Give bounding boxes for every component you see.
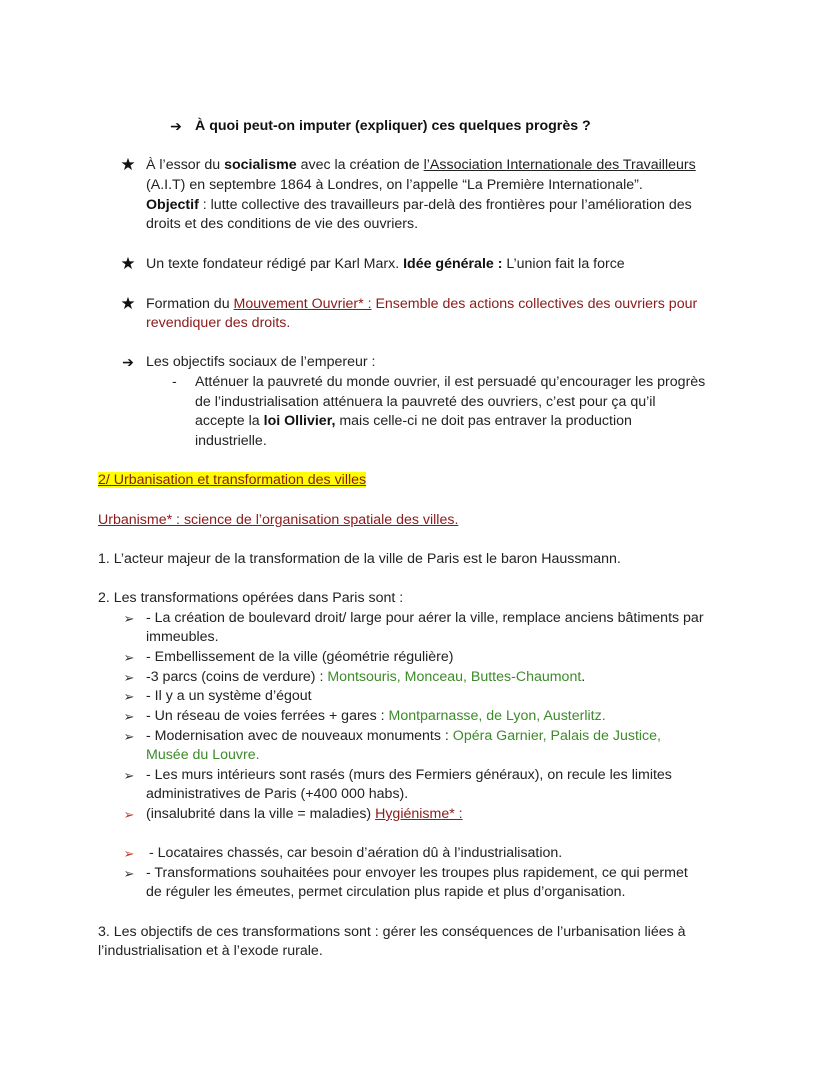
bullet-6-line-1: - Modernisation avec de nouveaux monuments : Opéra Garnier, Palais de Justice, [146, 728, 661, 744]
arrow-icon: ➔ [170, 118, 182, 134]
objectifs-line-3: accepte la loi Ollivier, mais celle-ci ne doit pas entraver la production [195, 413, 632, 429]
bullet-3: -3 parcs (coins de verdure) : Montsouris, Monceau, Buttes-Chaumont. [146, 669, 586, 685]
socialisme-line-4: droits et des conditions de vie des ouvriers. [146, 216, 419, 232]
bullet-8: (insalubrité dans la ville = maladies) Hygiénisme* : [146, 806, 463, 822]
paragraph-3-line-1: 3. Les objectifs de ces transformations sont : gérer les conséquences de l’urbanisation liées à [98, 924, 686, 940]
hygienisme-term[interactable]: Hygiénisme* : [375, 806, 463, 822]
socialisme-line-1: À l’essor du socialisme avec la création de l’Association Internationale des Travailleurs [146, 157, 696, 173]
socialisme-line-3: Objectif : lutte collective des travailleurs par-delà des frontières pour l’amélioration des [146, 197, 692, 213]
paragraph-1: 1. L’acteur majeur de la transformation de la ville de Paris est le baron Haussmann. [98, 551, 621, 567]
arrow-icon: ➔ [122, 354, 134, 370]
bullet-9: - Locataires chassés, car besoin d’aération dû à l’industrialisation. [149, 845, 563, 861]
triangle-bullet-icon: ➢ [123, 670, 135, 685]
triangle-bullet-icon: ➢ [123, 709, 135, 724]
mouvement-line-1: Formation du Mouvement Ouvrier* : Ensemble des actions collectives des ouvriers pour [146, 296, 698, 312]
triangle-bullet-icon: ➢ [123, 807, 135, 822]
urbanisme-definition: Urbanisme* : science de l’organisation spatiale des villes. [98, 512, 459, 528]
triangle-bullet-icon: ➢ [123, 846, 135, 861]
triangle-bullet-icon: ➢ [123, 689, 135, 704]
bullet-2: - Embellissement de la ville (géométrie régulière) [146, 649, 454, 665]
bullet-1-line-2: immeubles. [146, 629, 219, 645]
paragraph-2: 2. Les transformations opérées dans Paris sont : [98, 590, 404, 606]
bullet-7-line-2: administratives de Paris (+400 000 habs). [146, 786, 409, 802]
triangle-bullet-icon: ➢ [123, 866, 135, 881]
triangle-bullet-icon: ➢ [123, 611, 135, 626]
bullet-1-line-1: - La création de boulevard droit/ large pour aérer la ville, remplace anciens bâtiments par [146, 610, 704, 626]
bullet-4: - Il y a un système d’égout [146, 688, 312, 704]
objectifs-line-1: Atténuer la pauvreté du monde ouvrier, il est persuadé qu’encourager les progrès [195, 374, 706, 390]
bullet-10-line-1: - Transformations souhaitées pour envoyer les troupes plus rapidement, ce qui permet [146, 865, 688, 881]
bullet-7-line-1: - Les murs intérieurs sont rasés (murs des Fermiers généraux), on recule les limites [146, 767, 672, 783]
mouvement-ouvrier-term[interactable]: Mouvement Ouvrier* : [233, 296, 372, 312]
section-title: 2/ Urbanisation et transformation des villes [98, 472, 367, 488]
bullet-6-line-2: Musée du Louvre. [146, 747, 260, 763]
bullet-10-line-2: de réguler les émeutes, permet circulation plus rapide et plus d’organisation. [146, 884, 626, 900]
objectifs-header: Les objectifs sociaux de l’empereur : [146, 354, 376, 370]
triangle-bullet-icon: ➢ [123, 650, 135, 665]
objectifs-line-2: de l’industrialisation atténuera la pauvreté des ouvriers, c’est pour ça qu’il [195, 394, 656, 410]
ait-link[interactable]: l’Association Internationale des Travailleurs [423, 157, 696, 173]
texte-fondateur: Un texte fondateur rédigé par Karl Marx. Idée générale : L’union fait la force [146, 256, 625, 272]
objectifs-line-4: industrielle. [195, 433, 267, 449]
socialisme-line-2: (A.I.T) en septembre 1864 à Londres, on l’appelle “La Première Internationale”. [146, 177, 643, 193]
paragraph-3-line-2: l’industrialisation et à l’exode rurale. [98, 943, 323, 959]
bullet-5: - Un réseau de voies ferrées + gares : Montparnasse, de Lyon, Austerlitz. [146, 708, 606, 724]
star-icon: ★ [120, 155, 136, 174]
question-heading: À quoi peut-on imputer (expliquer) ces quelques progrès ? [195, 118, 591, 134]
triangle-bullet-icon: ➢ [123, 768, 135, 783]
triangle-bullet-icon: ➢ [123, 729, 135, 744]
mouvement-line-2: revendiquer des droits. [146, 315, 291, 331]
star-icon: ★ [120, 294, 136, 313]
dash-marker: - [172, 374, 177, 390]
star-icon: ★ [120, 254, 136, 273]
